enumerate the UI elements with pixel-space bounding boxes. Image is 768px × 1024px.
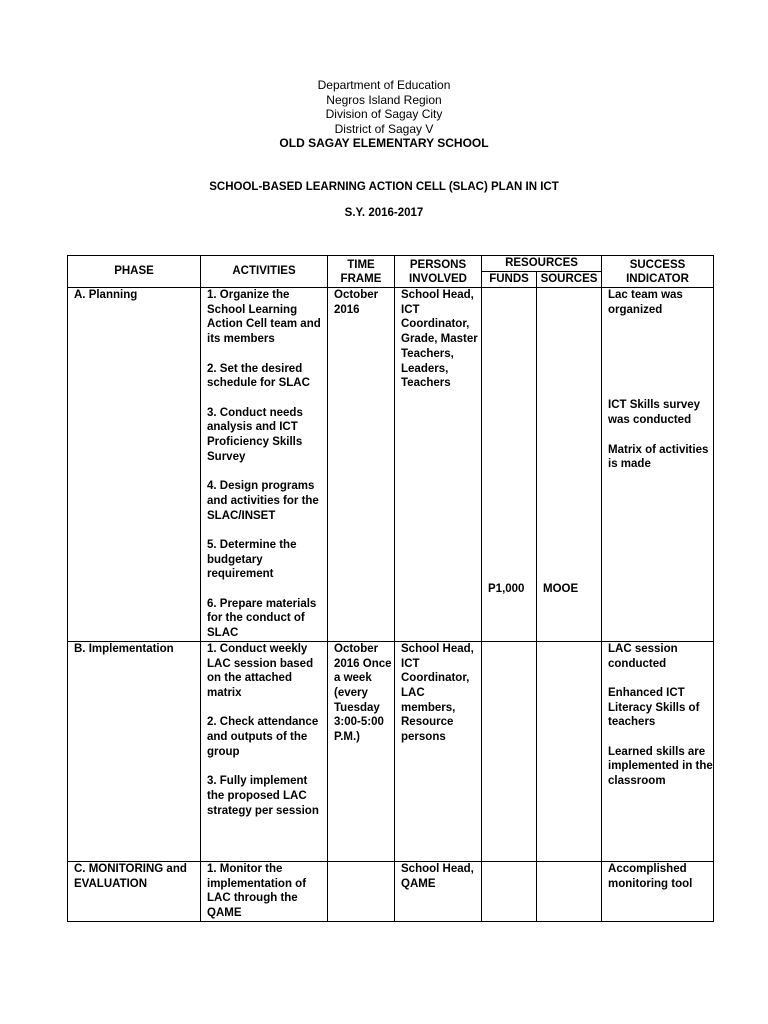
persons-cell: School Head, QAME xyxy=(395,861,482,921)
table-row xyxy=(68,288,714,642)
activity-item: 1. Organize the School Learning Action Cell team and its members xyxy=(207,289,321,346)
school-name: OLD SAGAY ELEMENTARY SCHOOL xyxy=(279,136,489,151)
funds-cell xyxy=(482,861,537,921)
indicator-cell xyxy=(602,641,714,861)
funds-cell xyxy=(482,641,537,861)
table-row xyxy=(68,641,714,861)
slac-plan-table xyxy=(67,255,714,922)
activity-item: 1. Conduct weekly LAC session based on the attached matrix xyxy=(207,642,314,699)
col-persons-involved: PERSONS INVOLVED xyxy=(395,256,482,288)
indicator-item: Matrix of activities is made xyxy=(608,443,709,471)
time-frame-cell: October 2016 Once a week (every Tuesday 3:00-5:00 P.M.) xyxy=(328,641,395,861)
indicator-item: Learned skills are implemented in the classroom xyxy=(608,745,713,788)
indicator-cell xyxy=(602,861,714,921)
indicator-item: Enhanced ICT Literacy Skills of teachers xyxy=(608,686,700,729)
time-frame-cell xyxy=(328,861,395,921)
col-success-indicator: SUCCESS INDICATOR xyxy=(602,256,714,288)
indicator-item: LAC session conducted xyxy=(608,642,678,670)
division-line: Division of Sagay City xyxy=(325,107,443,122)
activities-cell xyxy=(201,861,328,921)
col-activities: ACTIVITIES xyxy=(201,256,328,288)
document-header xyxy=(0,78,768,151)
col-funds: FUNDS xyxy=(482,272,537,288)
col-resources: RESOURCES xyxy=(482,256,602,272)
activity-item: 6. Prepare materials for the conduct of SLAC xyxy=(207,597,317,640)
sources-cell xyxy=(537,861,602,921)
activity-item: 1. Monitor the implementation of LAC through the QAME xyxy=(207,862,307,919)
col-sources: SOURCES xyxy=(537,272,602,288)
activity-item: 3. Conduct needs analysis and ICT Proficiency Skills Survey xyxy=(207,406,303,463)
activity-item: 5. Determine the budgetary requirement xyxy=(207,538,297,581)
department-line: Department of Education xyxy=(317,78,451,92)
activities-cell xyxy=(201,641,328,861)
indicator-item: Lac team was organized xyxy=(608,289,683,316)
activities-cell xyxy=(201,288,328,642)
persons-cell: School Head, ICT Coordinator, Grade, Master Teachers, Leaders, Teachers xyxy=(395,288,482,642)
phase-cell: A. Planning xyxy=(68,288,201,642)
activity-item: 3. Fully implement the proposed LAC strategy per session xyxy=(207,775,319,817)
school-year: S.Y. 2016-2017 xyxy=(344,207,424,219)
funds-cell xyxy=(482,288,537,642)
persons-cell: School Head, ICT Coordinator, LAC members, Resource persons xyxy=(395,641,482,861)
indicator-item: Accomplished monitoring tool xyxy=(608,862,693,890)
time-frame-cell: October 2016 xyxy=(328,288,395,642)
activity-item: 4. Design programs and activities for the SLAC/INSET xyxy=(207,480,319,522)
district-line: District of Sagay V xyxy=(334,121,434,136)
table-row xyxy=(68,861,714,921)
sources-value: MOOE xyxy=(543,583,579,595)
funds-value: P1,000 xyxy=(488,583,525,595)
plan-title: SCHOOL-BASED LEARNING ACTION CELL (SLAC) PLAN IN ICT xyxy=(209,181,559,193)
indicator-cell xyxy=(602,288,714,642)
phase-cell: B. Implementation xyxy=(68,641,201,861)
phase-cell: C. MONITORING and EVALUATION xyxy=(68,861,201,921)
indicator-item: ICT Skills survey was conducted xyxy=(608,399,701,427)
sources-cell xyxy=(537,288,602,642)
col-time-frame: TIME FRAME xyxy=(328,256,395,288)
sources-cell xyxy=(537,641,602,861)
region-line: Negros Island Region xyxy=(326,92,442,107)
activity-item: 2. Check attendance and outputs of the group xyxy=(207,716,319,758)
activity-item: 2. Set the desired schedule for SLAC xyxy=(207,362,310,390)
col-phase: PHASE xyxy=(68,256,201,288)
